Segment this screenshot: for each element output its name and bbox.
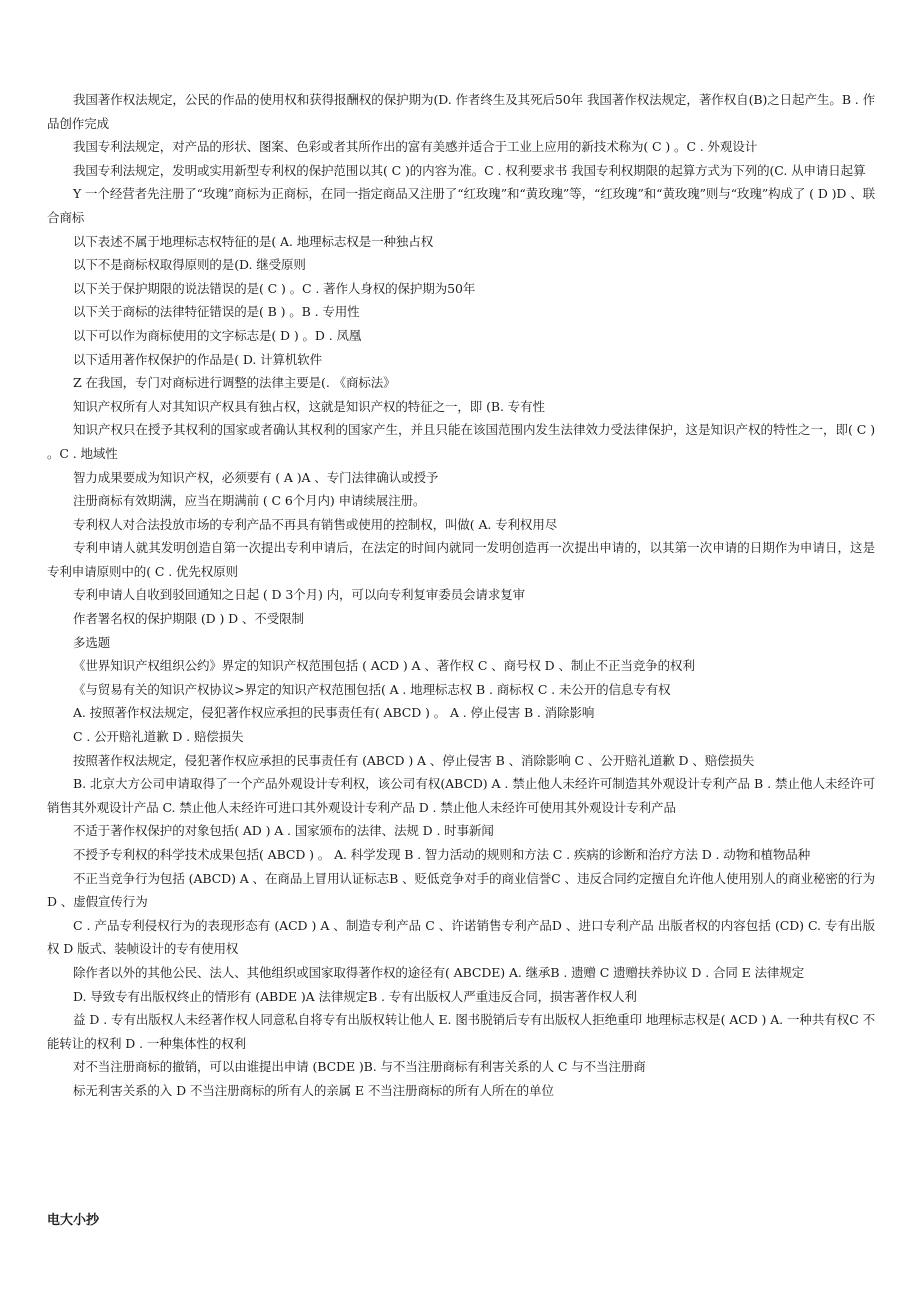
paragraph: 作者署名权的保护期限 (D ) D 、不受限制 xyxy=(73,611,304,627)
paragraph: 按照著作权法规定，侵犯著作权应承担的民事责任有 (ABCD ) A 、停止侵害 B 、消除影响 C 、公开赔礼道歉 D 、赔偿损失 xyxy=(73,752,755,768)
paragraph: 以下关于保护期限的说法错误的是( C ) 。C . 著作人身权的保护期为50年 xyxy=(73,280,476,296)
paragraph: C . 公开赔礼道歉 D . 赔偿损失 xyxy=(73,729,244,745)
paragraph: 以下适用著作权保护的作品是( D. 计算机软件 xyxy=(73,351,323,367)
paragraph: 除作者以外的其他公民、法人、其他组织或国家取得著作权的途径有( ABCDE) A. 继承B . 遗赠 C 遗赠扶养协议 D . 合同 E 法律规定 xyxy=(73,964,805,980)
paragraph: 知识产权只在授予其权利的国家或者确认其权利的国家产生，并且只能在该国范围内发生法律效力受法律保护，这是知识产权的特性之一，即( C ) 。C . 地域性 xyxy=(47,422,875,461)
paragraph: 我国专利法规定，发明或实用新型专利权的保护范围以其( C )的内容为准。C . 权利要求书 我国专利权期限的起算方式为下列的(C. 从申请日起算 xyxy=(73,162,866,178)
footer-label: 电大小抄 xyxy=(47,1213,100,1228)
paragraph: C . 产品专利侵权行为的表现形态有 (ACD ) A 、制造专利产品 C 、许诺销售专利产品D 、进口专利产品 出版者权的内容包括 (CD) C. 专有出版权 D 版式、装帧设计的专有使用权 xyxy=(47,917,875,957)
paragraph: 《世界知识产权组织公约》界定的知识产权范围包括 ( ACD ) A 、著作权 C 、商号权 D 、制止不正当竞争的权利 xyxy=(73,658,695,674)
paragraph: 不授予专利权的科学技术成果包括( ABCD ) 。 A. 科学发现 B . 智力活动的规则和方法 C . 疾病的诊断和治疗方法 D . 动物和植物品种 xyxy=(73,847,811,862)
paragraph: Z 在我国，专门对商标进行调整的法律主要是(. 《商标法》 xyxy=(73,375,396,391)
paragraph: 以下可以作为商标使用的文字标志是( D ) 。D . 凤凰 xyxy=(73,327,362,343)
paragraph: 《与贸易有关的知识产权协议>界定的知识产权范围包括( A . 地理标志权 B . 商标权 C . 未公开的信息专有权 xyxy=(73,681,671,697)
paragraph: 以下表述不属于地理标志权特征的是( A. 地理标志权是一种独占权 xyxy=(73,233,434,249)
paragraph: Y 一个经营者先注册了“玫瑰”商标为正商标，在同一指定商品又注册了“红玫瑰”和“黄玫瑰”等，“红玫瑰”和“黄玫瑰”则与“玫瑰”构成了 ( D )D 、联合商标 xyxy=(47,186,876,225)
paragraph: 不适于著作权保护的对象包括( AD ) A . 国家颁布的法律、法规 D . 时事新闻 xyxy=(73,823,494,839)
paragraph: B. 北京大方公司申请取得了一个产品外观设计专利权，该公司有权(ABCD) A . 禁止他人未经许可制造其外观设计专利产品 B . 禁止他人未经许可销售其外观设计产品 C. 禁止他人未经许可进口其外观设计专利产品 D . 禁止他人未经许可使用其外观设计专利产品 xyxy=(47,776,875,815)
paragraph: 以下关于商标的法律特征错误的是( B ) 。B . 专用性 xyxy=(73,304,360,320)
paragraph: 注册商标有效期满，应当在期满前 ( C 6个月内) 申请续展注册。 xyxy=(73,493,426,509)
paragraph: 益 D . 专有出版权人未经著作权人同意私自将专有出版权转让他人 E. 图书脱销后专有出版权人拒绝重印 地理标志权是( ACD ) A. 一种共有权C 不能转让的权利 D . 一种集体性的权利 xyxy=(47,1012,875,1051)
paragraph: 以下不是商标权取得原则的是(D. 继受原则 xyxy=(73,257,306,273)
section-heading: 多选题 xyxy=(73,634,111,650)
paragraph: 专利权人对合法投放市场的专利产品不再具有销售或使用的控制权，叫做( A. 专利权用尽 xyxy=(73,516,558,532)
paragraph: A. 按照著作权法规定，侵犯著作权应承担的民事责任有( ABCD ) 。 A . 停止侵害 B . 消除影响 xyxy=(73,705,595,721)
paragraph: 智力成果要成为知识产权，必须要有 ( A )A 、专门法律确认或授予 xyxy=(73,469,439,485)
paragraph: 对不当注册商标的撤销，可以由谁提出申请 (BCDE )B. 与不当注册商标有利害关系的人 C 与不当注册商 xyxy=(73,1059,646,1075)
paragraph: 知识产权所有人对其知识产权具有独占权，这就是知识产权的特征之一，即 (B. 专有性 xyxy=(73,398,545,414)
paragraph: 专利申请人自收到驳回通知之日起 ( D 3个月) 内，可以向专利复审委员会请求复审 xyxy=(73,587,526,603)
paragraph: 我国著作权法规定，公民的作品的使用权和获得报酬权的保护期为(D. 作者终生及其死后50年 我国著作权法规定，著作权自(B)之日起产生。B . 作品创作完成 xyxy=(47,92,875,131)
paragraph: D. 导致专有出版权终止的情形有 (ABDE )A 法律规定B . 专有出版权人严重违反合同，损害著作权人利 xyxy=(73,988,637,1004)
paragraph: 标无利害关系的入 D 不当注册商标的所有人的亲属 E 不当注册商标的所有人所在的单位 xyxy=(73,1082,554,1098)
paragraph: 不正当竞争行为包括 (ABCD) A 、在商品上冒用认证标志B 、贬低竞争对手的商业信誉C 、违反合同约定擅自允许他人使用别人的商业秘密的行为 D 、虚假宣传行为 xyxy=(47,870,875,910)
paragraph: 专利申请人就其发明创造自第一次提出专利申请后，在法定的时间内就同一发明创造再一次提出申请的，以其第一次申请的日期作为申请日，这是专利申请原则中的( C . 优先权原则 xyxy=(47,540,875,579)
paragraph: 我国专利法规定，对产品的形状、图案、色彩或者其所作出的富有美感并适合于工业上应用的新技术称为( C ) 。C . 外观设计 xyxy=(73,139,758,155)
